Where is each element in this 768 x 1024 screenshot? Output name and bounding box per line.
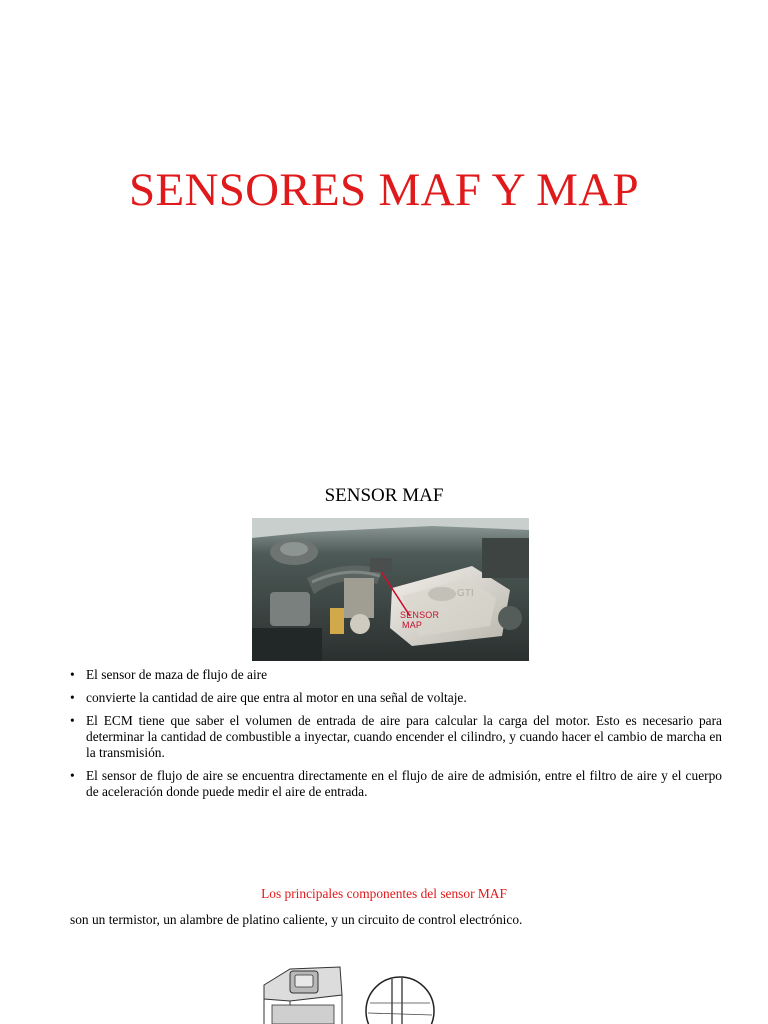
bullet-item [70,713,722,761]
components-text: son un termistor, un alambre de platino caliente, y un circuito de control electrónico. [70,912,523,927]
bullet-item [70,690,722,706]
bullet-icon: • [70,768,75,783]
components-heading: Los principales componentes del sensor MAF [261,886,507,901]
bullet-icon: • [70,667,75,682]
engine-photo [252,518,529,661]
bullet-text: convierte la cantidad de aire que entra al motor en una señal de voltaje. [86,690,467,705]
photo-label-line2: MAP [402,620,423,630]
section-title: SENSOR MAF [324,485,444,506]
maf-sensor-drawing [250,955,450,1024]
bullet-text: El sensor de maza de flujo de aire [86,667,268,682]
bullet-item [70,768,722,800]
photo-label-line1: SENSOR [400,610,440,620]
bullet-icon: • [70,690,75,705]
svg-text:GTI: GTI [457,588,474,599]
slide-title: SENSORES MAF Y MAP [129,164,639,216]
bullet-icon: • [70,713,75,728]
bullet-text: El ECM tiene que saber el volumen de entrada de aire para calcular la carga del motor. Esto es necesario para determinar la cantidad de combustible a inyectar, cuando encender el cilindro, y cuando hacer el cambio de marcha en la transmisión. [86,713,722,760]
engine-bay-illustration [252,518,529,661]
bullet-item [70,667,722,683]
bullet-list [70,667,722,807]
bullet-text: El sensor de flujo de aire se encuentra directamente en el flujo de aire de admisión, entre el filtro de aire y el cuerpo de aceleración donde puede medir el aire de entrada. [86,768,722,799]
maf-sensor-diagram [250,955,450,1024]
